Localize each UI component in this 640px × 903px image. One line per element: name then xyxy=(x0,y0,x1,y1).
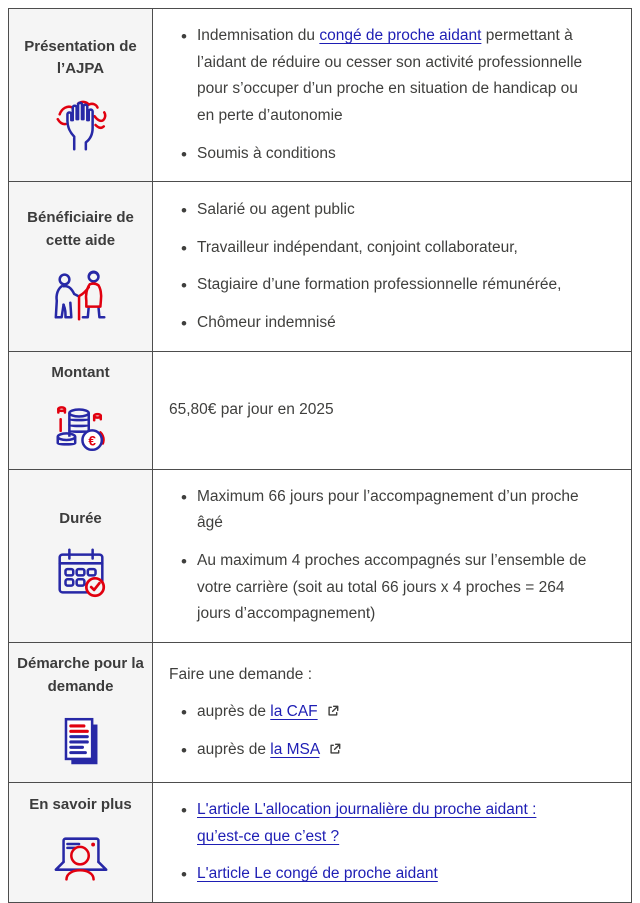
svg-text:€: € xyxy=(87,433,96,449)
table-row-duree xyxy=(9,469,632,642)
list-item: • Maximum 66 jours pour l’accompagnement d’un proche âgé xyxy=(197,484,587,537)
content-link[interactable]: la MSA xyxy=(270,740,320,758)
list-item: • Travailleur indépendant, conjoint collaborateur, xyxy=(197,235,587,262)
list-item: • Salarié ou agent public xyxy=(197,197,587,224)
ajpa-info-table xyxy=(8,8,632,903)
content-link[interactable]: L'article Le congé de proche aidant xyxy=(197,865,438,883)
bullet-list xyxy=(167,484,587,628)
row-header-beneficiaire xyxy=(9,182,153,352)
caregiver-elderly-icon xyxy=(17,264,144,326)
bullet-list xyxy=(167,797,587,888)
bullet-list xyxy=(167,699,587,763)
row-header-label: Durée xyxy=(59,509,102,527)
row-header-en-savoir-plus xyxy=(9,783,153,903)
calendar-check-icon xyxy=(17,542,144,604)
row-header-label: Présentation de l’AJPA xyxy=(24,37,137,78)
bullet-list xyxy=(167,23,587,167)
row-content-en-savoir-plus xyxy=(153,783,632,903)
bullet-list xyxy=(167,197,587,337)
row-header-label: En savoir plus xyxy=(29,796,132,814)
row-content-duree xyxy=(153,469,632,642)
list-item: • Soumis à conditions xyxy=(197,141,587,168)
list-item: • auprès de la CAF xyxy=(197,699,587,726)
row-header-label: Démarche pour la demande xyxy=(17,655,144,695)
laptop-person-icon xyxy=(17,829,144,891)
hand-over-france-map-icon xyxy=(17,93,144,155)
coins-euro-icon xyxy=(17,397,144,459)
list-item: • Stagiaire d’une formation professionnelle rémunérée, xyxy=(197,272,587,299)
list-item: • Indemnisation du congé de proche aidant permettant à l’aidant de réduire ou cesser son activité professionnelle pour s’occuper d’un proche en situation de handicap ou en perte d’autonomie xyxy=(197,23,587,130)
external-link-icon xyxy=(329,743,341,755)
external-link-icon xyxy=(327,705,339,717)
row-content-presentation xyxy=(153,9,632,182)
row-header-montant xyxy=(9,352,153,470)
row-header-duree xyxy=(9,469,153,642)
table-row-montant xyxy=(9,352,632,470)
row-content-montant xyxy=(153,352,632,470)
table-row-presentation xyxy=(9,9,632,182)
content-text: 65,80€ par jour en 2025 xyxy=(169,401,334,419)
list-item: • Chômeur indemnisé xyxy=(197,310,587,337)
content-intro: Faire une demande : xyxy=(169,665,313,683)
content-link[interactable]: congé de proche aidant xyxy=(319,27,482,44)
row-header-label: Bénéficiaire de cette aide xyxy=(27,209,134,249)
row-content-beneficiaire xyxy=(153,182,632,352)
list-item xyxy=(197,797,587,850)
document-lines-icon xyxy=(17,710,144,772)
table-row-beneficiaire xyxy=(9,182,632,352)
row-header-label: Montant xyxy=(51,364,110,382)
table-row-demarche xyxy=(9,643,632,783)
list-item: • Au maximum 4 proches accompagnés sur l’ensemble de votre carrière (soit au total 66 jours x 4 proches = 264 jours d’accompagnement) xyxy=(197,548,587,628)
content-link[interactable]: la CAF xyxy=(270,703,318,721)
content-link[interactable]: L'article L'allocation journalière du proche aidant : qu’est-ce que c’est ? xyxy=(197,801,537,845)
row-content-demarche xyxy=(153,643,632,783)
table-row-en-savoir-plus xyxy=(9,783,632,903)
list-item: • auprès de la MSA xyxy=(197,737,587,764)
list-item xyxy=(197,861,587,888)
row-header-presentation xyxy=(9,9,153,182)
row-header-demarche xyxy=(9,643,153,783)
table-body xyxy=(9,9,632,903)
